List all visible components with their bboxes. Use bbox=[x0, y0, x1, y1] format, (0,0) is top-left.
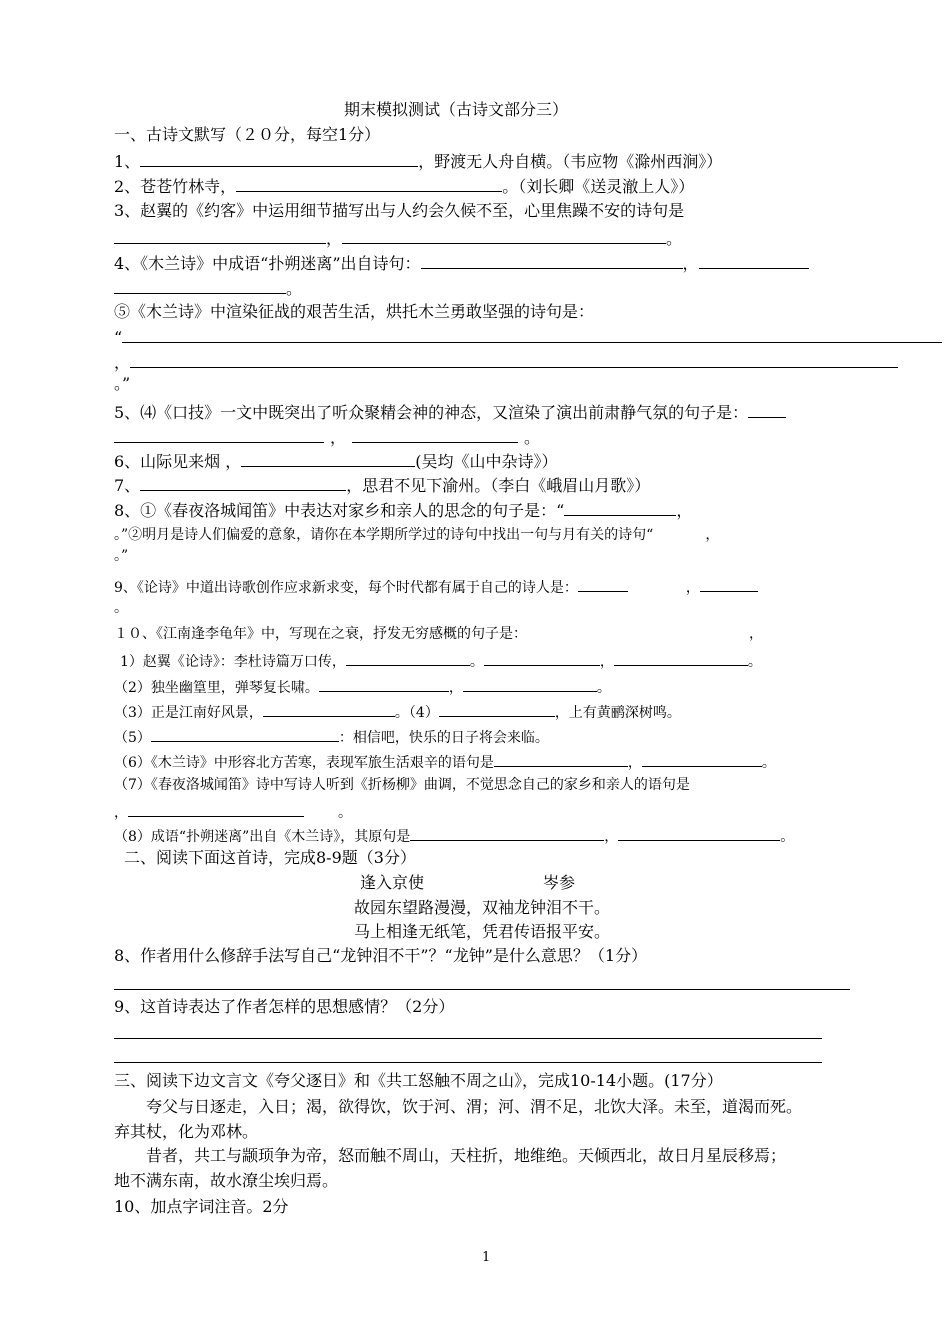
answer-line[interactable] bbox=[114, 989, 850, 990]
question-p9: 9、这首诗表达了作者怎样的思想感情？（2分） bbox=[114, 997, 455, 1016]
question-7 bbox=[114, 474, 650, 496]
s3-post: ，上有黄鹂深树鸣。 bbox=[554, 705, 681, 721]
answer-line[interactable] bbox=[114, 1062, 822, 1063]
answer-blank[interactable] bbox=[342, 227, 666, 244]
question-8 bbox=[114, 499, 692, 521]
answer-blank[interactable] bbox=[114, 227, 326, 244]
question-4-cont bbox=[114, 277, 302, 299]
q2-pre: 2、苍苍竹林寺， bbox=[114, 177, 237, 196]
question-3-answer bbox=[114, 227, 682, 249]
s2-sep: ， bbox=[448, 680, 463, 696]
section-3-heading: 三、阅读下边文言文《夸父逐日》和《共工怒触不周之山》，完成10-14小题。(17分） bbox=[114, 1071, 723, 1090]
answer-blank[interactable] bbox=[748, 401, 786, 418]
q6-pre: 6、山际见来烟 ， bbox=[114, 452, 242, 471]
q3-end: 。 bbox=[666, 229, 683, 248]
poem-line-2: 马上相逢无纸笔，凭君传语报平安。 bbox=[354, 922, 611, 941]
s6-sep: ， bbox=[627, 755, 642, 771]
section-1-heading: 一、古诗文默写（２０分，每空1分） bbox=[114, 125, 381, 144]
answer-blank[interactable] bbox=[122, 326, 942, 343]
answer-blank[interactable] bbox=[319, 675, 449, 692]
question-2 bbox=[114, 175, 694, 197]
q9-text: 9、《论诗》中道出诗歌创作应求新求变，每个时代都有属于自己的诗人是： bbox=[114, 580, 578, 596]
passage-2-line-2: 地不满东南，故水潦尘埃归焉。 bbox=[114, 1171, 339, 1190]
s8-sep: ， bbox=[604, 829, 619, 845]
q8-line-2-text: 。”②明月是诗人们偏爱的意象，请你在本学期所学过的诗句中找出一句与月有关的诗句“ bbox=[114, 527, 654, 543]
q5a-comma: ， bbox=[114, 353, 131, 372]
q4-sep: ， bbox=[682, 254, 699, 273]
page-title: 期末模拟测试（古诗文部分三） bbox=[344, 100, 569, 119]
s3-text: （3）正是江南好风景， bbox=[114, 705, 263, 721]
answer-blank[interactable] bbox=[236, 175, 502, 192]
q4-end: 。 bbox=[286, 279, 303, 298]
poem-title: 逢入京使 bbox=[360, 873, 425, 892]
sub-2 bbox=[114, 675, 611, 698]
answer-blank[interactable] bbox=[140, 150, 418, 167]
question-p8: 8、作者用什么修辞手法写自己“龙钟泪不干”？“龙钟”是什么意思？（1分） bbox=[114, 946, 648, 965]
answer-blank[interactable] bbox=[263, 700, 395, 717]
passage-1-line-1: 夸父与日逐走，入日；渴，欲得饮，饮于河、渭；河、渭不足，北饮大泽。未至，道渴而死。 bbox=[146, 1097, 803, 1116]
sub-1 bbox=[120, 649, 762, 672]
answer-line[interactable] bbox=[114, 1038, 822, 1039]
question-5a: ⑤《木兰诗》中渲染征战的艰苦生活，烘托木兰勇敢坚强的诗句是： bbox=[114, 302, 595, 321]
s5-pre: （5） bbox=[114, 730, 151, 746]
passage-2-line-1: 昔者，共工与颛顼争为帝，怒而触不周山，天柱折，地维绝。天倾西北，故日月星辰移焉； bbox=[146, 1146, 787, 1165]
answer-blank[interactable] bbox=[439, 700, 555, 717]
sub-6 bbox=[114, 750, 776, 773]
question-8-close: 。” bbox=[114, 548, 129, 564]
s1-sep: ， bbox=[599, 654, 614, 670]
sub-8 bbox=[114, 824, 794, 847]
s1-mid: 。 bbox=[469, 654, 484, 670]
sub-5 bbox=[114, 725, 549, 748]
sub-7-answer bbox=[114, 800, 352, 823]
poem-line-1: 故园东望路漫漫，双袖龙钟泪不干。 bbox=[354, 898, 611, 917]
page-number: 1 bbox=[482, 1250, 491, 1265]
passage-1-line-2: 弃其杖，化为邓林。 bbox=[114, 1122, 259, 1141]
answer-blank[interactable] bbox=[421, 252, 683, 269]
answer-blank[interactable] bbox=[578, 575, 628, 592]
answer-blank[interactable] bbox=[700, 575, 758, 592]
s8-end: 。 bbox=[780, 829, 795, 845]
question-5-answer bbox=[114, 426, 540, 448]
answer-blank[interactable] bbox=[484, 649, 600, 666]
question-4 bbox=[114, 252, 809, 274]
q5-text: 5、⑷《口技》一文中既突出了听众聚精会神的神态，又渲染了演出前肃静气氛的句子是： bbox=[114, 403, 749, 422]
quote-open: “ bbox=[114, 328, 123, 347]
answer-blank[interactable] bbox=[151, 725, 339, 742]
question-10 bbox=[114, 624, 763, 644]
sub-7: （7）《春夜洛城闻笛》诗中写诗人听到《折杨柳》曲调，不觉思念自己的家乡和亲人的语句是 bbox=[114, 777, 690, 793]
question-5a-line-1 bbox=[114, 326, 942, 348]
s7-comma: ， bbox=[114, 805, 128, 821]
s2-end: 。 bbox=[596, 680, 611, 696]
s2-text: （2）独坐幽篁里，弹琴复长啸。 bbox=[114, 680, 319, 696]
answer-blank[interactable] bbox=[564, 499, 676, 516]
s6-text: （6）《木兰诗》中形容北方苦寒，表现军旅生活艰辛的语句是 bbox=[114, 755, 494, 771]
answer-blank[interactable] bbox=[130, 351, 898, 368]
q10-text: １０、《江南逢李龟年》中，写现在之衰，抒发无穷感概的句子是： bbox=[114, 626, 527, 642]
answer-blank[interactable] bbox=[614, 649, 748, 666]
answer-blank[interactable] bbox=[352, 426, 518, 443]
q8-comma: ， bbox=[676, 501, 693, 520]
answer-blank[interactable] bbox=[463, 675, 597, 692]
answer-blank[interactable] bbox=[642, 750, 762, 767]
answer-blank[interactable] bbox=[114, 426, 324, 443]
question-p10: 10、加点字词注音。2分 bbox=[114, 1197, 289, 1216]
q5-sep: ， bbox=[330, 428, 347, 447]
q1-number: 1、 bbox=[114, 152, 141, 171]
question-8-line-2 bbox=[114, 525, 719, 545]
q7-post: ，思君不见下渝州。（李白《峨眉山月歌》） bbox=[346, 476, 651, 495]
question-5 bbox=[114, 401, 786, 423]
poem-author: 岑参 bbox=[543, 873, 576, 892]
question-5a-close: 。” bbox=[114, 374, 131, 393]
question-1 bbox=[114, 150, 722, 172]
s5-post: ：相信吧，快乐的日子将会来临。 bbox=[338, 730, 549, 746]
answer-blank[interactable] bbox=[346, 649, 470, 666]
question-9 bbox=[114, 575, 758, 598]
answer-blank[interactable] bbox=[494, 750, 628, 767]
q1-text: ，野渡无人舟自横。（韦应物《滁州西涧》） bbox=[418, 152, 723, 171]
q9-sep: ， bbox=[685, 580, 700, 596]
answer-blank[interactable] bbox=[140, 474, 346, 491]
q7-number: 7、 bbox=[114, 476, 141, 495]
q8-text: 8、①《春夜洛城闻笛》中表达对家乡和亲人的思念的句子是：“ bbox=[114, 501, 565, 520]
s6-end: 。 bbox=[761, 755, 776, 771]
question-3: 3、赵翼的《约客》中运用细节描写出与人约会久候不至，心里焦躁不安的诗句是 bbox=[114, 201, 685, 220]
answer-blank[interactable] bbox=[410, 824, 604, 841]
q5-end: 。 bbox=[524, 428, 541, 447]
s3-mid: 。（4） bbox=[394, 705, 439, 721]
question-5a-line-2 bbox=[114, 351, 898, 373]
answer-blank[interactable] bbox=[699, 252, 809, 269]
sub-3 bbox=[114, 700, 681, 723]
answer-blank[interactable] bbox=[114, 277, 286, 294]
answer-blank[interactable] bbox=[241, 450, 415, 467]
q4-text: 4、《木兰诗》中成语“扑朔迷离”出自诗句： bbox=[114, 254, 421, 273]
q2-post: 。（刘长卿《送灵澈上人》） bbox=[502, 177, 695, 196]
q6-post: (吴均《山中杂诗》） bbox=[415, 452, 558, 471]
answer-blank[interactable] bbox=[128, 800, 304, 817]
question-6 bbox=[114, 450, 558, 472]
q3-sep: ， bbox=[326, 229, 343, 248]
s1-text: 1）赵翼《论诗》：李杜诗篇万口传， bbox=[120, 654, 346, 670]
s1-end: 。 bbox=[747, 654, 762, 670]
s8-text: （8）成语“扑朔迷离”出自《木兰诗》，其原句是 bbox=[114, 829, 411, 845]
question-9-end: 。 bbox=[114, 600, 128, 616]
s7-end: 。 bbox=[338, 805, 352, 821]
answer-blank[interactable] bbox=[618, 824, 780, 841]
q10-comma: ， bbox=[749, 626, 763, 642]
q8-comma-2: ， bbox=[705, 527, 720, 543]
section-2-heading: 二、阅读下面这首诗，完成8-9题（3分） bbox=[124, 848, 416, 867]
